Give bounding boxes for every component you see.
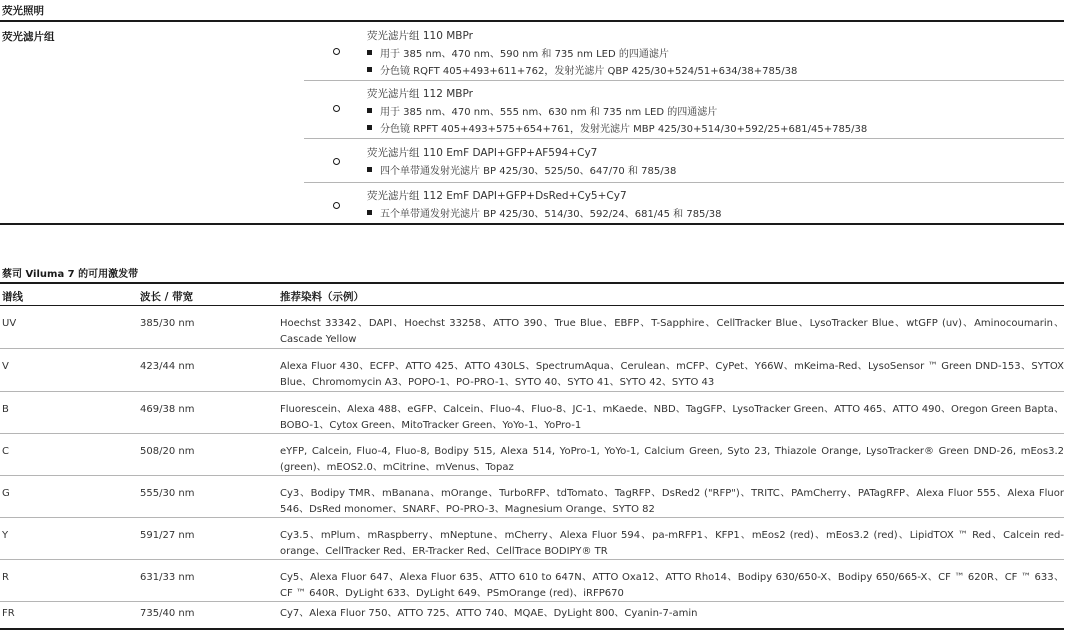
table-row [0,560,1064,602]
dyes-cell: Alexa Fluor 430、ECFP、ATTO 425、ATTO 430LS、SpectrumAqua、Cerulean、mCFP、CyPet、Y66W、mKeima-Red、LysoSensor ™ Green DND-153、SYTOX Blue、Chromomycin A3、POPO-1、PO-PRO-1、SYTO 40、SYTO 41、SYTO 42、SYTO 43 [280,361,1064,388]
column-header-dyes: 推荐染料（示例） [280,291,364,303]
excitation-table [0,306,1064,626]
circle-bullet-icon [333,202,340,209]
line-cell: G [2,488,10,499]
dyes-cell: Fluorescein、Alexa 488、eGFP、Calcein、Fluo-4、Fluo-8、JC-1、mKaede、NBD、TagGFP、LysoTracker Green、ATTO 465、ATTO 490、Oregon Green Bapta、BOBO-1、Cytox Green、MitoTracker Green、YoYo-1、YoPro-1 [280,404,1064,431]
line-cell: V [2,361,9,372]
section-title: 荧光照明 [2,5,44,17]
wavelength-cell: 508/20 nm [140,446,195,457]
dyes-cell: Cy3.5、mPlum、mRaspberry、mNeptune、mCherry、Alexa Fluor 594、pa-mRFP1、KFP1、mEos2 (red)、mEos3.2 (red)、LipidTOX ™ Red、Calcein red-orange、CellTracker Red、ER-Tracker Red、CellTrace BODIPY® TR [280,530,1064,557]
dyes-cell: Hoechst 33342、DAPI、Hoechst 33258、ATTO 390、True Blue、EBFP、T-Sapphire、CellTracker Blue、LysoTracker Blue、wtGFP (uv)、Aminocoumarin、Cascade Yellow [280,318,1064,345]
table-row [0,392,1064,434]
dyes-cell: Cy7、Alexa Fluor 750、ATTO 725、ATTO 740、MQAE、DyLight 800、Cyanin-7-amin [280,608,698,619]
wavelength-cell: 591/27 nm [140,530,195,541]
section-bottom-rule [0,223,1064,225]
square-bullet-icon [367,125,372,130]
table-row [0,602,1064,626]
wavelength-cell: 469/38 nm [140,404,195,415]
table-row [0,518,1064,560]
circle-bullet-icon [333,158,340,165]
table-row [0,306,1064,349]
filter-set-bullet: 分色镜 RPFT 405+493+575+654+761，发射光滤片 MBP 425/30+514/30+592/25+681/45+785/38 [367,120,867,135]
dyes-cell: Cy3、Bodipy TMR、mBanana、mOrange、TurboRFP、tdTomato、TagRFP、DsRed2 ("RFP")、TRITC、PAmCherry、PATagRFP、Alexa Fluor 555、Alexa Fluor 546、DsRed monomer、SNARF、PO-PRO-3、Magnesium Orange、SYTO 82 [280,488,1064,515]
circle-bullet-icon [333,48,340,55]
filter-set-item [304,183,1064,223]
line-cell: UV [2,318,17,329]
dyes-cell: eYFP, Calcein, Fluo-4, Fluo-8, Bodipy 515, Alexa 514, YoPro-1, YoYo-1, Calcium Green, Syto 23, Thiazole Orange, LysoTracker® Green DND-26, mEos3.2 (green)、mEOS2.0、mCitrine、mVenus、Topaz [280,446,1064,473]
column-header-line: 谱线 [2,291,23,303]
filter-set-item [304,139,1064,183]
filter-set-bullet: 五个单带通发射光滤片 BP 425/30、514/30、592/24、681/45 和 785/38 [367,205,722,220]
table-bottom-rule [0,628,1064,630]
filter-set-list [304,26,1064,223]
filter-set-item [304,26,1064,81]
table-row [0,476,1064,518]
filter-set-title: 荧光滤片组 110 EmF DAPI+GFP+AF594+Cy7 [367,147,598,159]
line-cell: FR [2,608,15,619]
table-top-rule [0,282,1064,284]
square-bullet-icon [367,67,372,72]
filter-set-item [304,81,1064,139]
filter-set-title: 荧光滤片组 112 EmF DAPI+GFP+DsRed+Cy5+Cy7 [367,190,627,202]
line-cell: C [2,446,9,457]
table-caption: 蔡司 Viluma 7 的可用激发带 [2,269,139,280]
filter-set-label: 荧光滤片组 [2,31,55,43]
section-top-rule [0,20,1064,22]
square-bullet-icon [367,167,372,172]
wavelength-cell: 631/33 nm [140,572,195,583]
wavelength-cell: 385/30 nm [140,318,195,329]
table-row [0,434,1064,476]
wavelength-cell: 423/44 nm [140,361,195,372]
line-cell: R [2,572,9,583]
filter-set-title: 荧光滤片组 112 MBPr [367,88,473,100]
filter-set-title: 荧光滤片组 110 MBPr [367,30,473,42]
filter-set-bullet: 分色镜 RQFT 405+493+611+762，发射光滤片 QBP 425/30+524/51+634/38+785/38 [367,62,797,77]
wavelength-cell: 555/30 nm [140,488,195,499]
square-bullet-icon [367,50,372,55]
square-bullet-icon [367,108,372,113]
dyes-cell: Cy5、Alexa Fluor 647、Alexa Fluor 635、ATTO 610 to 647N、ATTO Oxa12、ATTO Rho14、Bodipy 630/650-X、Bodipy 650/665-X、CF ™ 620R、CF ™ 633、CF ™ 640R、DyLight 633、DyLight 649、PSmOrange (red)、iRFP670 [280,572,1064,599]
filter-set-bullet: 四个单带通发射光滤片 BP 425/30、525/50、647/70 和 785/38 [367,162,676,177]
line-cell: B [2,404,9,415]
table-row [0,349,1064,392]
circle-bullet-icon [333,105,340,112]
filter-set-bullet: 用于 385 nm、470 nm、590 nm 和 735 nm LED 的四通滤片 [367,45,669,60]
wavelength-cell: 735/40 nm [140,608,195,619]
column-header-wavelength: 波长 / 带宽 [140,291,194,303]
square-bullet-icon [367,210,372,215]
line-cell: Y [2,530,9,541]
filter-set-bullet: 用于 385 nm、470 nm、555 nm、630 nm 和 735 nm LED 的四通滤片 [367,103,717,118]
